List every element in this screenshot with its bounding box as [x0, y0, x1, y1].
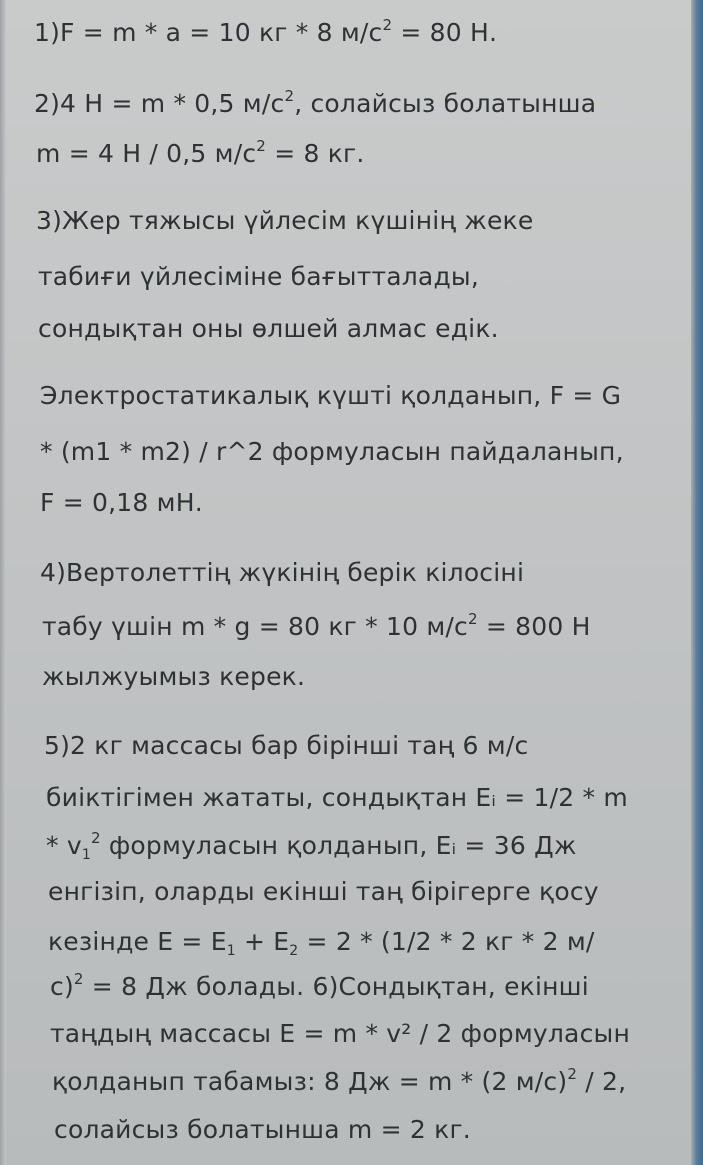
text-segment: / 2,	[577, 1067, 627, 1096]
superscript: 2	[284, 87, 295, 105]
superscript: 2	[382, 16, 393, 34]
text-segment: = 80 Н.	[392, 18, 498, 47]
problem-4-line-2	[42, 612, 591, 642]
text-segment: m = 4 Н / 0,5 м/с	[36, 139, 257, 168]
text-segment: = 800 Н	[477, 612, 591, 641]
subscript: 1	[81, 847, 91, 863]
text-segment: = 8 кг.	[266, 139, 365, 168]
problem-3-line-1: 3)Жер тяжысы үйлесім күшінің жеке	[36, 206, 534, 235]
problem-3-line-2: табиғи үйлесіміне бағытталады,	[38, 262, 480, 291]
problem-4-line-1: 4)Вертолеттің жүкінің берік кілосіні	[40, 558, 525, 587]
subscript: 1	[226, 943, 236, 959]
text-segment: * v	[46, 831, 82, 860]
problem-3-line-3: сондықтан оны өлшей алмас едік.	[38, 314, 499, 343]
problem-5-line-9: солайсыз болатынша m = 2 кг.	[54, 1115, 471, 1144]
problem-5-line-2: биіктігімен жататы, сондықтан Eᵢ = 1/2 * m	[46, 783, 628, 812]
superscript: 2	[467, 610, 478, 628]
problem-1-line-1	[34, 18, 497, 48]
text-segment: 2)4 Н = m * 0,5 м/с	[34, 89, 285, 118]
problem-2-line-1	[34, 89, 596, 119]
text-segment: қолданып табамыз: 8 Дж = m * (2 м/с)	[52, 1067, 568, 1096]
text-segment: табу үшін m * g = 80 кг * 10 м/с	[42, 612, 468, 641]
problem-5-line-5	[48, 927, 595, 957]
text-segment: + E	[235, 927, 290, 956]
text-segment: формуласын қолданып, Eᵢ = 36 Дж	[100, 831, 577, 860]
superscript: 2	[256, 137, 267, 155]
superscript: 2	[567, 1065, 578, 1083]
text-segment: = 2 * (1/2 * 2 кг * 2 м/	[298, 927, 595, 956]
problem-3-line-6: F = 0,18 мН.	[40, 488, 203, 517]
problem-5-line-7: таңдың массасы E = m * v² / 2 формуласын	[50, 1019, 630, 1048]
problem-4-line-3: жылжуымыз керек.	[42, 662, 306, 691]
right-edge-strip	[691, 0, 703, 1165]
text-segment: кезінде E = E	[48, 927, 227, 956]
subscript: 2	[289, 943, 299, 959]
problem-5-line-6	[50, 972, 589, 1002]
problem-3-line-5: * (m1 * m2) / r^2 формуласын пайдаланып,	[40, 437, 624, 466]
problem-5-line-3	[46, 831, 577, 861]
left-edge-shadow	[0, 0, 6, 1165]
problem-2-line-2	[36, 139, 365, 169]
text-segment: с)	[50, 972, 74, 1001]
problem-5-line-4: енгізіп, оларды екінші таң бірігерге қосу	[48, 877, 599, 906]
text-segment: , солайсыз болатынша	[294, 89, 597, 118]
problem-5-line-1: 5)2 кг массасы бар бірінші таң 6 м/с	[44, 731, 529, 760]
problem-5-line-8	[52, 1067, 626, 1097]
superscript: 2	[90, 829, 101, 847]
text-segment: = 8 Дж болады. 6)Сондықтан, екінші	[83, 972, 589, 1001]
text-segment: 1)F = m * a = 10 кг * 8 м/с	[34, 18, 383, 47]
superscript: 2	[73, 970, 84, 988]
problem-3-line-4: Электростатикалық күшті қолданып, F = G	[40, 381, 622, 410]
